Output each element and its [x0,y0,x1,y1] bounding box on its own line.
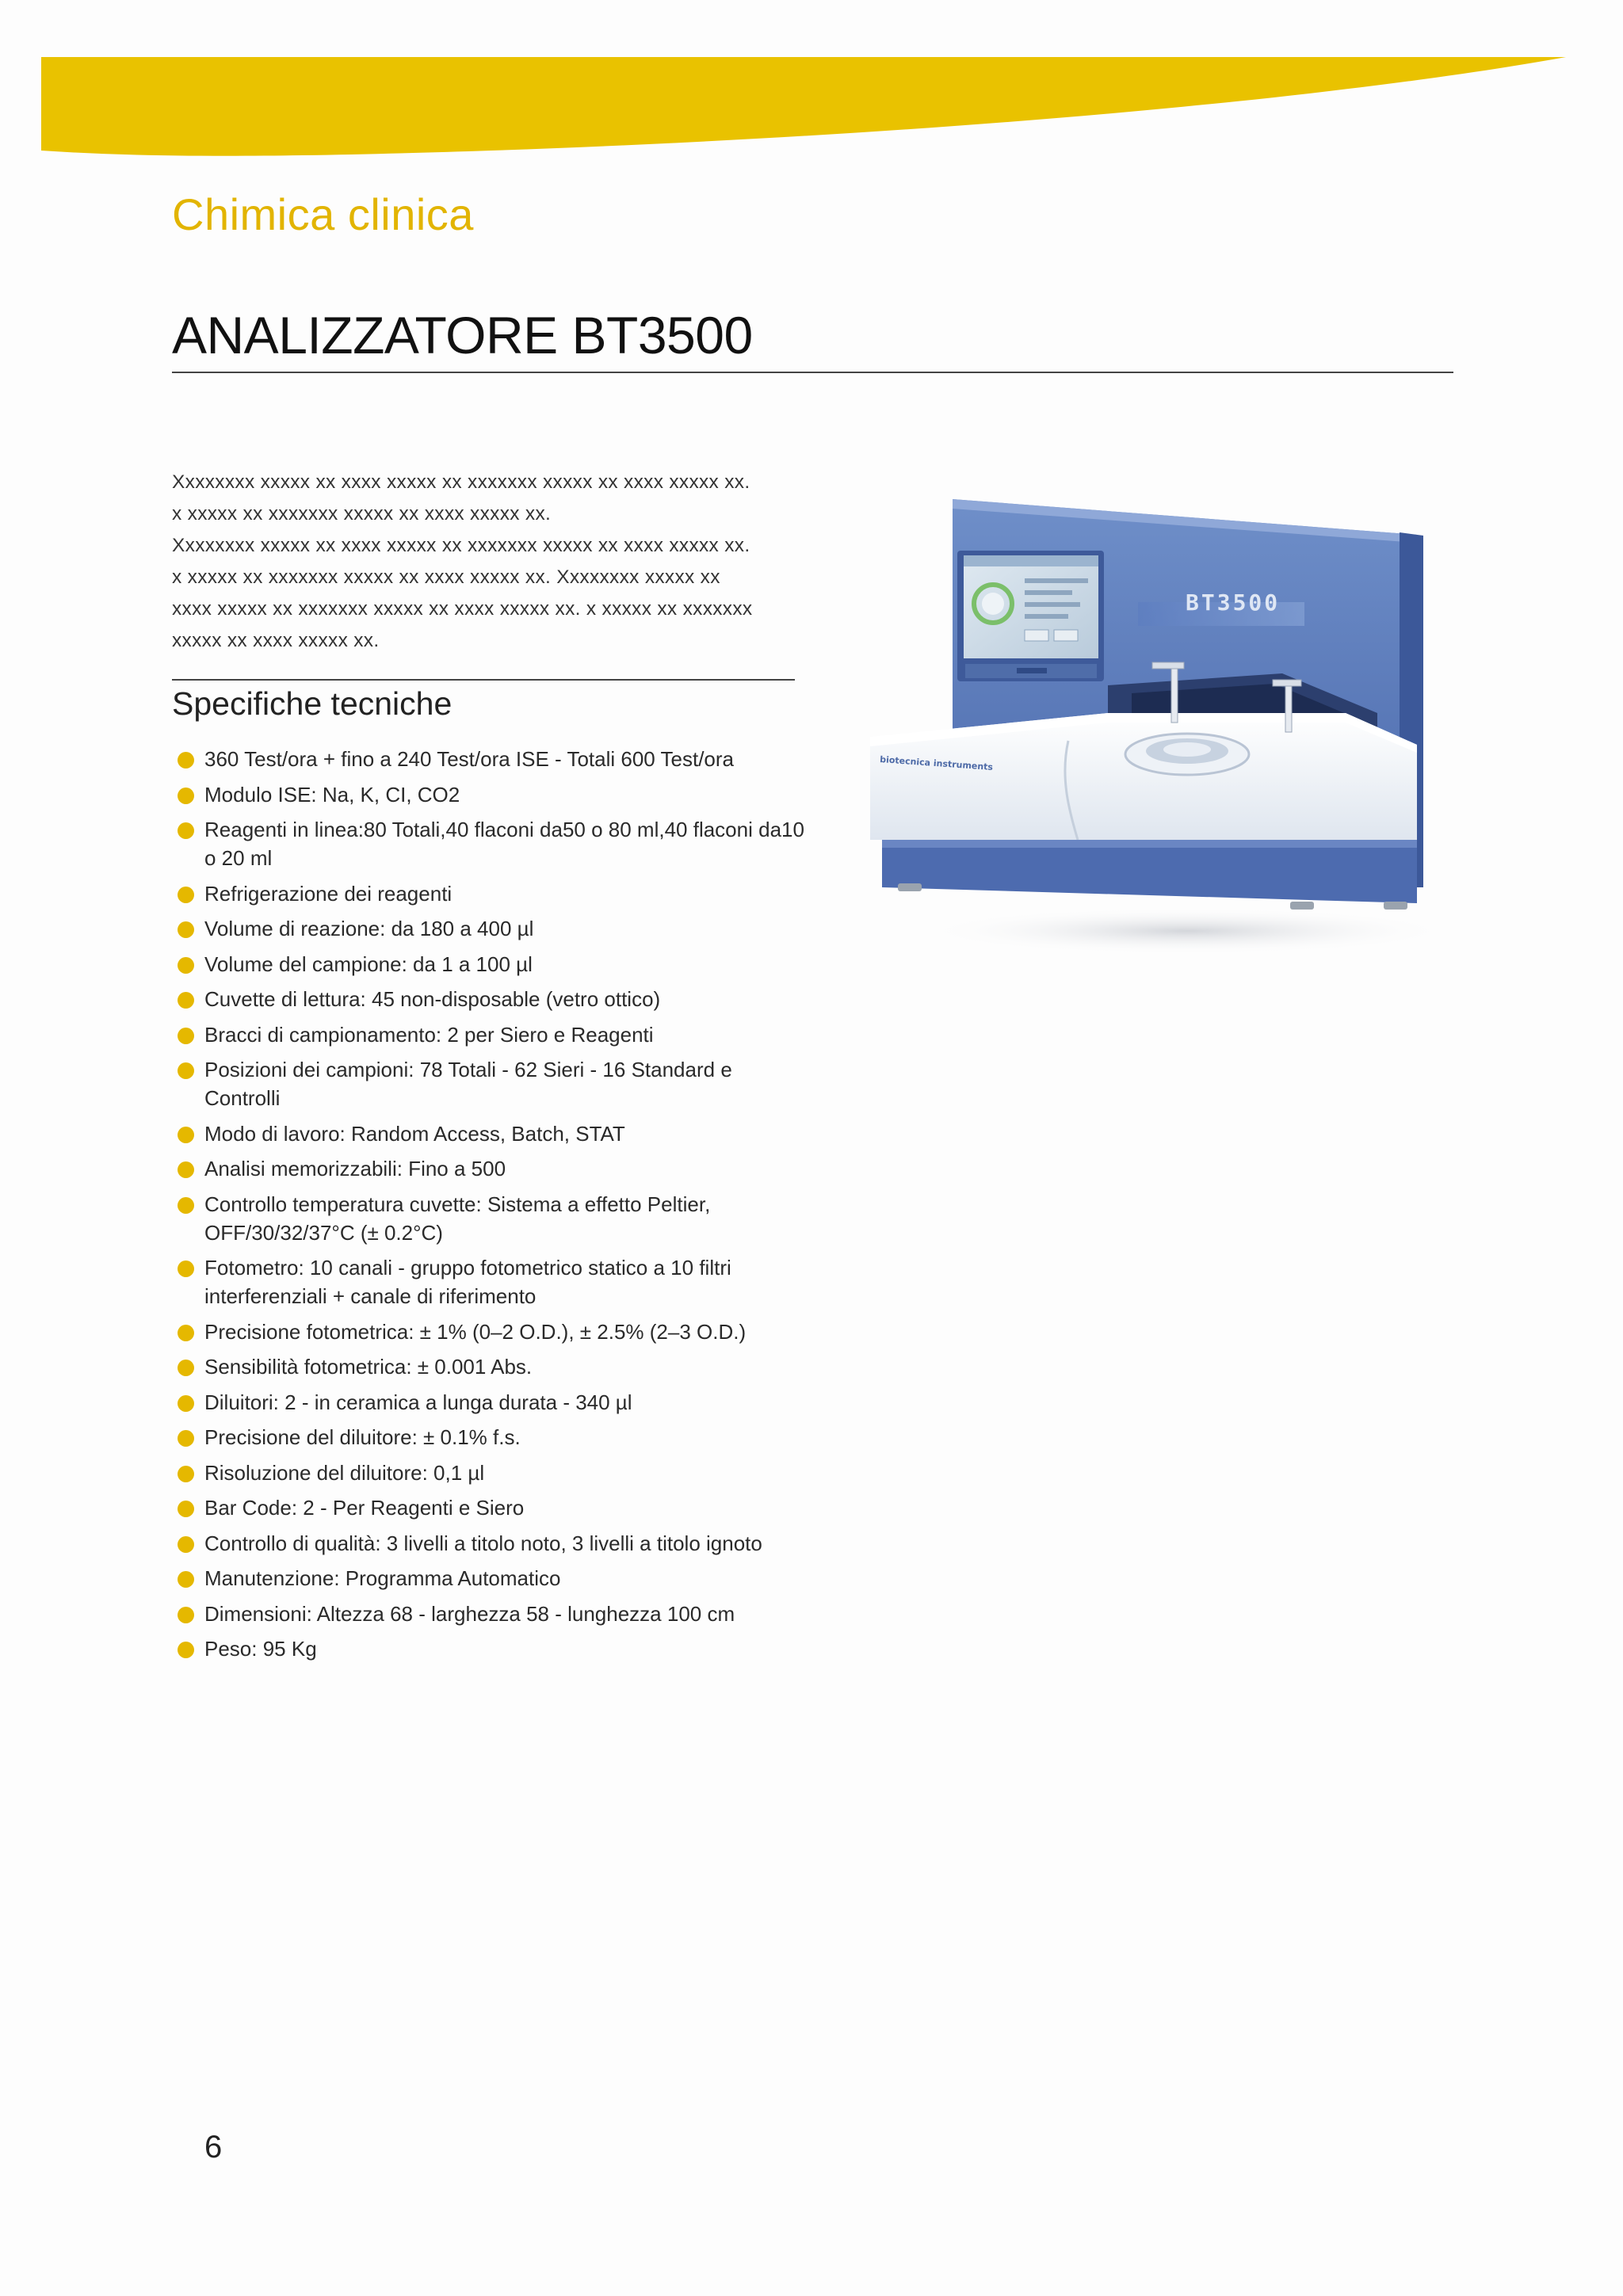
spec-item-text: Volume di reazione: da 180 a 400 µl [204,917,534,940]
bullet-icon [178,1571,194,1588]
spec-item-text: Bar Code: 2 - Per Reagenti e Siero [204,1496,525,1520]
spec-item-text: Peso: 95 Kg [204,1637,317,1661]
spec-item [176,879,810,908]
bullet-icon [178,1062,194,1079]
header-banner [0,0,1623,190]
page-number: 6 [204,2130,223,2164]
analyzer-product-image [870,475,1449,959]
spec-item [176,1634,810,1663]
bullet-icon [178,788,194,804]
section-label: Chimica clinica [172,189,474,239]
intro-line: xxxx xxxxx xx xxxxxxx xxxxx xx xxxx xxxxx xx. x xxxxx xx xxxxxxx [172,598,753,620]
bullet-icon [178,1607,194,1623]
intro-line: xxxxx xx xxxx xxxxx xx. [172,630,380,651]
spec-item-text: Bracci di campionamento: 2 per Siero e Reagenti [204,1022,654,1047]
bullet-icon [178,957,194,974]
spec-item [176,1352,810,1381]
spec-item [176,1564,810,1592]
spec-item-text: Controllo temperatura cuvette: Sistema a effetto Peltier, OFF/30/32/37°C (± 0.2°C) [204,1192,711,1245]
spec-item [176,1318,810,1346]
bullet-icon [178,1466,194,1482]
intro-line: Xxxxxxxx xxxxx xx xxxx xxxxx xx xxxxxxx xxxxx xx xxxx xxxxx xx. [172,535,750,556]
spec-item-text: Risoluzione del diluitore: 0,1 µl [204,1460,485,1485]
model-label: BT3500 [1186,589,1281,616]
page-title: ANALIZZATORE BT3500 [172,306,753,364]
bullet-icon [178,1536,194,1553]
spec-item [176,1423,810,1451]
title-divider [172,372,1453,373]
bullet-icon [178,921,194,938]
spec-item [176,1493,810,1522]
bullet-icon [178,1430,194,1447]
specs-heading: Specifiche tecniche [172,685,453,722]
brand-label: biotecnica instruments [879,754,994,772]
spec-item-text: Analisi memorizzabili: Fino a 500 [204,1157,506,1180]
bullet-icon [178,1197,194,1214]
spec-item [176,1529,810,1558]
bullet-icon [178,1501,194,1517]
spec-item [176,1055,810,1112]
bullet-icon [178,1127,194,1143]
spec-item [176,1600,810,1628]
bullet-icon [178,1261,194,1277]
specs-divider [172,679,795,681]
spec-item-text: Sensibilità fotometrica: ± 0.001 Abs. [204,1355,533,1379]
bullet-icon [178,752,194,769]
spec-item [176,1253,810,1310]
spec-item [176,1388,810,1417]
bullet-icon [178,1395,194,1412]
bullet-icon [178,992,194,1009]
spec-item-text: Precisione fotometrica: ± 1% (0–2 O.D.), ± 2.5% (2–3 O.D.) [204,1319,747,1344]
bullet-icon [178,1325,194,1341]
bullet-icon [178,1642,194,1658]
bullet-icon [178,1360,194,1376]
spec-item [176,1020,810,1049]
intro-line: Xxxxxxxx xxxxx xx xxxx xxxxx xx xxxxxxx xxxxx xx xxxx xxxxx xx. [172,471,750,493]
spec-item-text: Posizioni dei campioni: 78 Totali - 62 Sieri - 16 Standard e Controlli [204,1058,732,1110]
spec-item-text: Cuvette di lettura: 45 non-disposable (vetro ottico) [204,987,661,1011]
intro-text [172,467,806,657]
spec-item-text: Reagenti in linea:80 Totali,40 flaconi da50 o 80 ml,40 flaconi da10 o 20 ml [204,818,804,870]
spec-item [176,985,810,1013]
spec-item [176,1154,810,1183]
spec-item-text: 360 Test/ora + fino a 240 Test/ora ISE - Totali 600 Test/ora [204,747,735,771]
bullet-icon [178,1161,194,1178]
spec-item-text: Modulo ISE: Na, K, CI, CO2 [204,782,460,807]
spec-item [176,1190,810,1247]
spec-item-text: Diluitori: 2 - in ceramica a lunga durata - 340 µl [204,1390,632,1414]
bullet-icon [178,887,194,903]
spec-item-text: Controllo di qualità: 3 livelli a titolo noto, 3 livelli a titolo ignoto [204,1531,762,1555]
spec-item [176,745,810,773]
spec-item-text: Modo di lavoro: Random Access, Batch, STAT [204,1121,625,1146]
intro-line: x xxxxx xx xxxxxxx xxxxx xx xxxx xxxxx xx. [172,503,552,524]
spec-item [176,780,810,809]
spec-item [176,1119,810,1148]
spec-item-text: Precisione del diluitore: ± 0.1% f.s. [204,1425,521,1449]
spec-item [176,950,810,978]
bullet-icon [178,1028,194,1044]
spec-item-text: Manutenzione: Programma Automatico [204,1566,561,1590]
spec-item-text: Refrigerazione dei reagenti [204,881,453,906]
spec-item-text: Dimensioni: Altezza 68 - larghezza 58 - lunghezza 100 cm [204,1601,735,1626]
spec-item [176,914,810,943]
bullet-icon [178,822,194,839]
spec-item-text: Volume del campione: da 1 a 100 µl [204,952,533,976]
spec-item-text: Fotometro: 10 canali - gruppo fotometrico statico a 10 filtri interferenziali + canale di riferimento [204,1256,731,1308]
spec-item [176,815,810,872]
spec-item [176,1459,810,1487]
specs-list [176,745,810,1670]
intro-line: x xxxxx xx xxxxxxx xxxxx xx xxxx xxxxx xx. Xxxxxxxx xxxxx xx [172,566,720,588]
